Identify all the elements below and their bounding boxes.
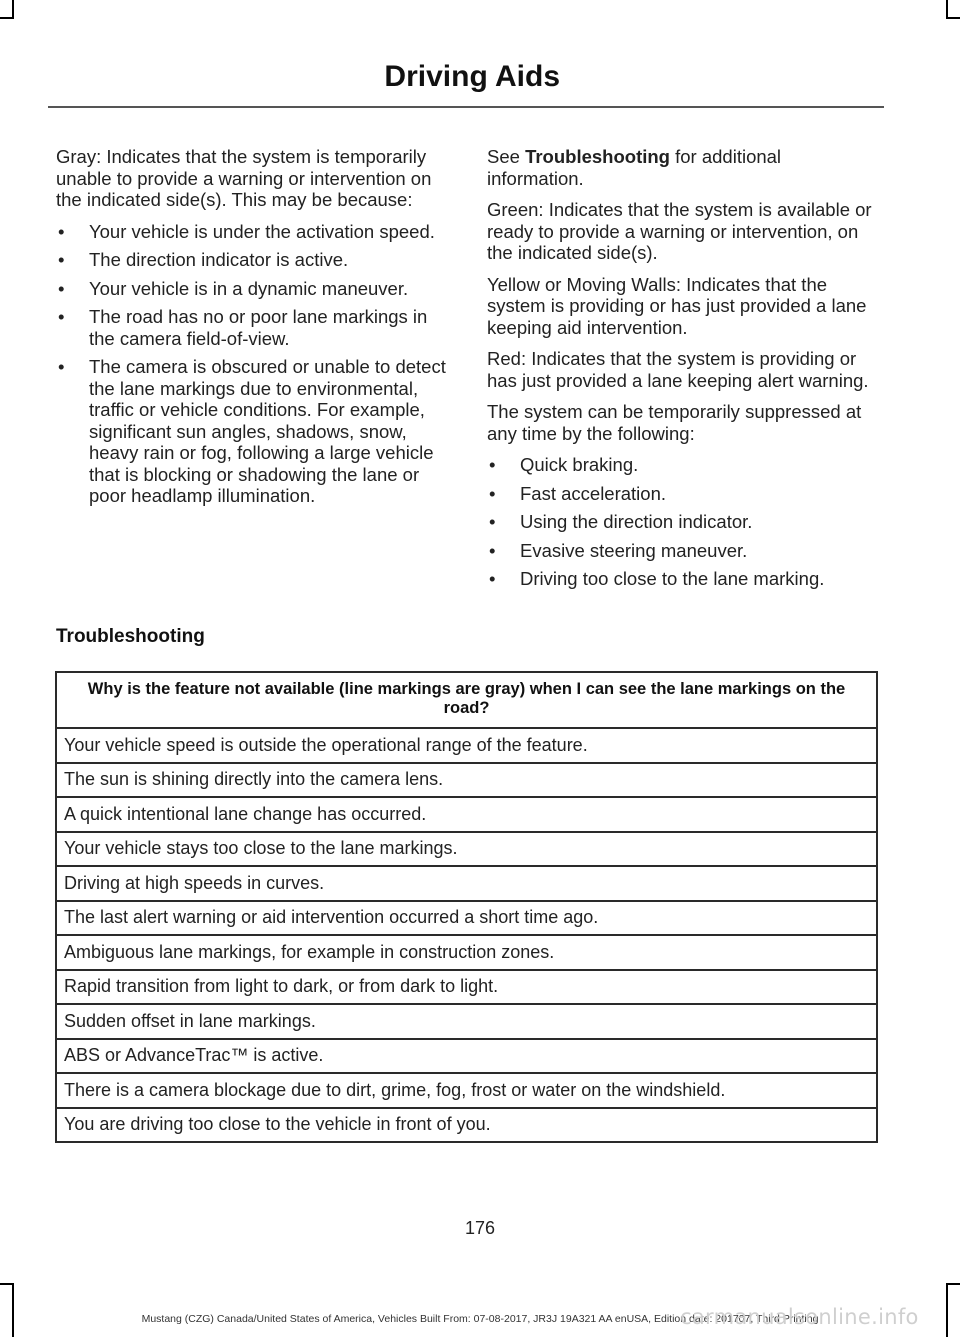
table-row [56, 763, 877, 798]
table-row [56, 728, 877, 763]
list-item: • Your vehicle is under the activation speed. [58, 220, 435, 242]
crop-mark [946, 17, 960, 19]
table-cell: There is a camera blockage due to dirt, grime, fog, frost or water on the windshield. [56, 1073, 877, 1108]
gray-status-paragraph: Gray: Indicates that the system is temporarily unable to provide a warning or intervention on the indicated side(s). This may be because: [56, 146, 432, 210]
list-item: • The camera is obscured or unable to detect the lane markings due to environmental, traffic or vehicle conditions. For example, significant sun angles, shadows, snow, heavy rain or fog, following a large vehicle that is blocking or shadowing the lane or poor headlamp illumination. [58, 356, 446, 506]
table-cell: You are driving too close to the vehicle in front of you. [56, 1108, 877, 1143]
table-row [56, 901, 877, 936]
crop-mark [946, 0, 948, 18]
table-row [56, 1073, 877, 1108]
suppression-paragraph: The system can be temporarily suppressed at any time by the following: [487, 401, 862, 444]
footer-text: Mustang (CZG) Canada/United States of America, Vehicles Built From: 07-08-2017, JR3J 19A321 AA enUSA, Edition date: 201707, Third Printing [141, 1313, 819, 1325]
list-item: • Driving too close to the lane marking. [489, 568, 825, 589]
table-cell: Driving at high speeds in curves. [56, 866, 877, 901]
troubleshooting-heading: Troubleshooting [56, 626, 205, 647]
list-item: • Your vehicle is in a dynamic maneuver. [58, 277, 409, 299]
page-title: Driving Aids [384, 60, 560, 93]
troubleshooting-link[interactable]: Troubleshooting [525, 146, 670, 167]
red-status-paragraph: Red: Indicates that the system is providing or has just provided a lane keeping alert warning. [487, 348, 869, 391]
list-item: • The road has no or poor lane markings in the camera field-of-view. [58, 306, 428, 349]
left-column [56, 146, 448, 514]
table-row [56, 797, 877, 832]
table-cell: Rapid transition from light to dark, or from dark to light. [56, 970, 877, 1005]
table-cell: The last alert warning or aid intervention occurred a short time ago. [56, 901, 877, 936]
table-row [56, 866, 877, 901]
table-row [56, 1004, 877, 1039]
table-row [56, 832, 877, 867]
list-item: • The direction indicator is active. [58, 249, 349, 270]
table-cell: Your vehicle speed is outside the operational range of the feature. [56, 728, 877, 763]
troubleshooting-table [55, 671, 878, 1143]
list-item: • Using the direction indicator. [489, 511, 753, 532]
crop-mark [946, 1284, 948, 1337]
table-cell: Your vehicle stays too close to the lane markings. [56, 832, 877, 867]
crop-mark [946, 1283, 960, 1285]
table-header-cell: Why is the feature not available (line markings are gray) when I can see the lane markings on the road? [56, 672, 877, 728]
list-item: • Quick braking. [489, 454, 639, 475]
crop-mark [12, 0, 14, 18]
suppression-list [487, 454, 881, 590]
list-item: • Evasive steering maneuver. [489, 539, 748, 561]
header-rule [48, 106, 884, 108]
crop-mark [0, 1283, 14, 1285]
crop-mark [12, 1284, 14, 1337]
table-cell: ABS or AdvanceTrac™ is active. [56, 1039, 877, 1074]
table-cell: Sudden offset in lane markings. [56, 1004, 877, 1039]
green-status-paragraph: Green: Indicates that the system is available or ready to provide a warning or intervention, on the indicated side(s). [487, 199, 872, 263]
yellow-status-paragraph: Yellow or Moving Walls: Indicates that the system is providing or has just provided a lane keeping aid intervention. [487, 273, 867, 338]
right-column [487, 146, 881, 597]
table-cell: A quick intentional lane change has occurred. [56, 797, 877, 832]
see-troubleshooting-paragraph: See Troubleshooting for additional information. [487, 146, 782, 189]
gray-reasons-list [56, 221, 448, 507]
table-cell: The sun is shining directly into the camera lens. [56, 763, 877, 798]
table-row [56, 1039, 877, 1074]
crop-mark [0, 17, 14, 19]
table-cell: Ambiguous lane markings, for example in construction zones. [56, 935, 877, 970]
table-row [56, 1108, 877, 1143]
table-row [56, 970, 877, 1005]
watermark: carmanualsonline.info [680, 1305, 919, 1329]
page-number: 176 [464, 1218, 496, 1238]
list-item: • Fast acceleration. [489, 482, 667, 504]
table-header-row [56, 672, 877, 728]
table-row [56, 935, 877, 970]
